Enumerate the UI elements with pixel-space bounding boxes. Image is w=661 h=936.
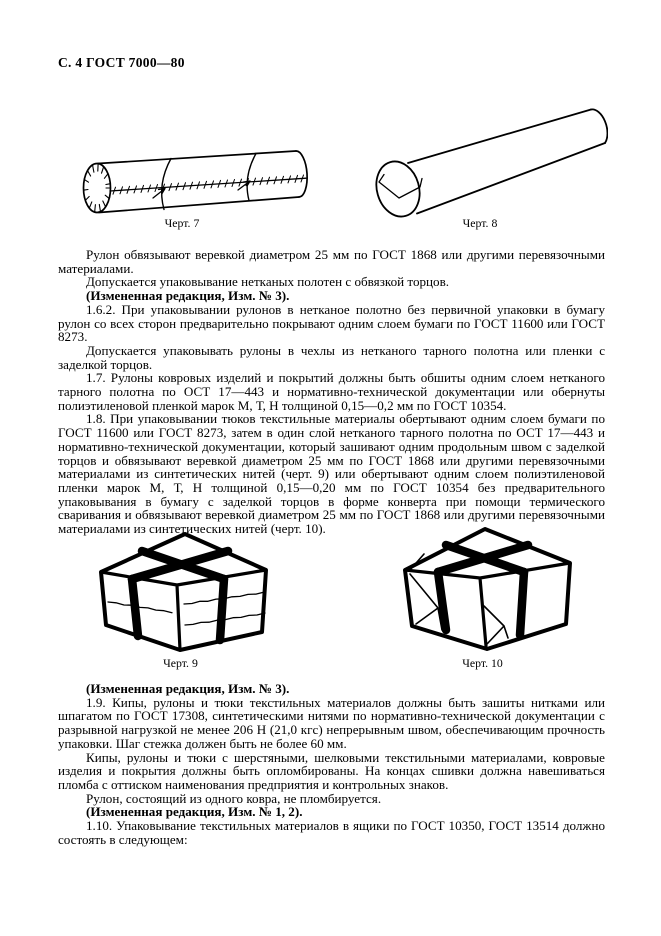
figure-10-envelope-bale-drawing: [390, 518, 575, 654]
figure-9-caption: Черт. 9: [163, 656, 198, 670]
paragraph: Рулон обвязывают веревкой диаметром 25 мм по ГОСТ 1868 или другими перевязочными материалами.: [58, 247, 605, 276]
figure-10-caption: Черт. 10: [462, 656, 503, 670]
amendment-note: (Измененная редакция, Изм. № 3).: [86, 681, 290, 696]
paragraph: 1.8. При упаковывании тюков текстильные материалы обертывают одним слоем бумаги по ГОСТ 11600 или ГОСТ 8273, затем в один слой нетканого тарного полотна по ОСТ 17—443 и нормативно-технической документации, который зашивают одним продольным швом с заделкой торцов и обвязывают веревкой диаметром 25 мм по ГОСТ 1868 или другими перевязочными материалами из синтетических нитей (черт. 9) или обертывают одним слоем полиэтиленовой пленки марок М, Т, Н толщиной 0,15—0,20 мм по ГОСТ 10354 без предварительного упаковывания в бумагу с заделкой торцов в форме конверта при помощи термического сваривания и обвязывают веревкой диаметром 25 мм по ГОСТ 1868 или другими перевязочными материалами из синтетических нитей (черт. 10).: [58, 411, 605, 537]
figure-8-caption: Черт. 8: [462, 216, 498, 230]
paragraph: Кипы, рулоны и тюки с шерстяными, шелковыми текстильными материалами, ковровые изделия и покрытия должны быть опломбированы. На концах сшивки должна навешиваться пломба с оттиском наименования предприятия и контрольных знаков.: [58, 749, 605, 792]
figure-9-sewn-bale-drawing: [88, 522, 273, 654]
text-block-1: [58, 248, 605, 536]
paragraph: 1.9. Кипы, рулоны и тюки текстильных материалов должны быть зашиты нитками или шпагатом по ГОСТ 17308, синтетическими нитями по нормативно-технической документации с разрывной нагрузкой не менее 206 Н (21,0 кгс) непрерывным швом, обеспечивающим прочность упаковки. Шаг стежка должен быть не более 60 мм.: [58, 694, 605, 751]
amendment-note: (Измененная редакция, Изм. № 1, 2).: [86, 804, 303, 820]
paragraph: Рулон, состоящий из одного ковра, не пломбируется.: [86, 790, 382, 806]
paragraph: 1.10. Упаковывание текстильных материалов в ящики по ГОСТ 10350, ГОСТ 13514 должно состоять в следующем:: [58, 818, 605, 847]
paragraph: 1.7. Рулоны ковровых изделий и покрытий должны быть обшиты одним слоем нетканого тарного полотна по ОСТ 17—443 и нормативно-технической документации или обернуты полиэтиленовой пленкой марок М, Т, Н толщиной 0,15—0,2 мм по ГОСТ 10354.: [58, 370, 605, 413]
figure-7-caption: Черт. 7: [164, 216, 200, 230]
figure-7-sewn-roll-drawing: [70, 136, 320, 218]
page-header: С. 4 ГОСТ 7000—80: [58, 55, 185, 70]
paragraph: Допускается упаковывание нетканых полотен с обвязкой торцов.: [86, 274, 450, 290]
amendment-note: (Измененная редакция, Изм. № 3).: [86, 288, 290, 304]
figure-8-wrapped-roll-drawing: [358, 102, 608, 220]
paragraph: 1.6.2. При упаковывании рулонов в нетканое полотно без первичной упаковки в бумагу рулон со всех сторон предварительно покрывают одним слоем бумаги по ГОСТ 11600 или ГОСТ 8273.: [58, 301, 605, 345]
text-block-2: [58, 682, 605, 846]
paragraph: Допускается упаковывать рулоны в чехлы из нетканого тарного полотна или пленки с заделкой торцов.: [58, 342, 605, 372]
